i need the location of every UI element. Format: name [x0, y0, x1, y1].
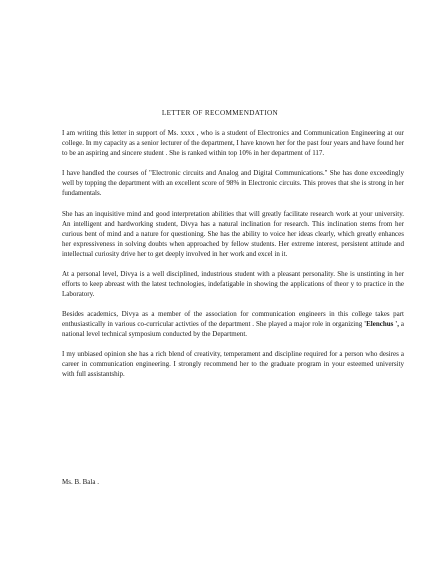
paragraph-personal-level: At a personal level, Divya is a well disciplined, industrious student with a pleasant personality. She is unstinting in her efforts to keep abreast with the latest technologies, indefatigable in showing the applications of theor y to practice in the Laboratory. [62, 270, 404, 298]
paragraph-extracurricular-tail: a national level technical symposium conducted by the Department. [62, 320, 404, 338]
paragraph-courses: I have handled the courses of "Electronic circuits and Analog and Digital Communications." She has done exceedingly well by topping the department with an excellent score of 98% in Electronic circuits. This proves that she is strong in her fundamentals. [62, 169, 404, 197]
paragraph-opinion: I my unbiased opinion she has a rich blend of creativity, temperament and discipline required for a person who desires a career in communication engineering. I strongly recommend her to the graduate program in your esteemed university with full assistantship. [62, 350, 404, 378]
paragraph-introduction: I am writing this letter in support of Ms. xxxx , who is a student of Electronics and Communication Engineering at our college. In my capacity as a senior lecturer of the department, I have known her for the past four years and have found her to be an aspiring and sincere student . She is ranked within top 10% in her department of 117. [62, 129, 404, 157]
paragraph-extracurricular-text: Besides academics, Divya as a member of the association for communication engineers in this college takes part enthusiastically in various co-curricular activties of the department . She played a major role in organizing [62, 310, 404, 328]
letter-body [62, 128, 404, 389]
event-name: 'Elenchus ', [364, 320, 399, 328]
signature-name: Ms. B. Bala . [62, 478, 99, 486]
paragraph-research-aptitude: She has an inquisitive mind and good interpretation abilities that will greatly facilitate research work at your university. An intelligent and hardworking student, Divya has a natural inclination for research. This inclination stems from her curious bent of mind and a nature for questioning. She has the ability to voice her ideas clearly, which greatly enhances her expressiveness in solving doubts when approached by fellow students. Her extreme interest, persistent attitude and intellectual curiosity drive her to get deeply involved in her work and excel in it. [62, 210, 404, 258]
paragraph-extracurricular [62, 309, 404, 339]
letter-title: LETTER OF RECOMMENDATION [161, 109, 279, 117]
